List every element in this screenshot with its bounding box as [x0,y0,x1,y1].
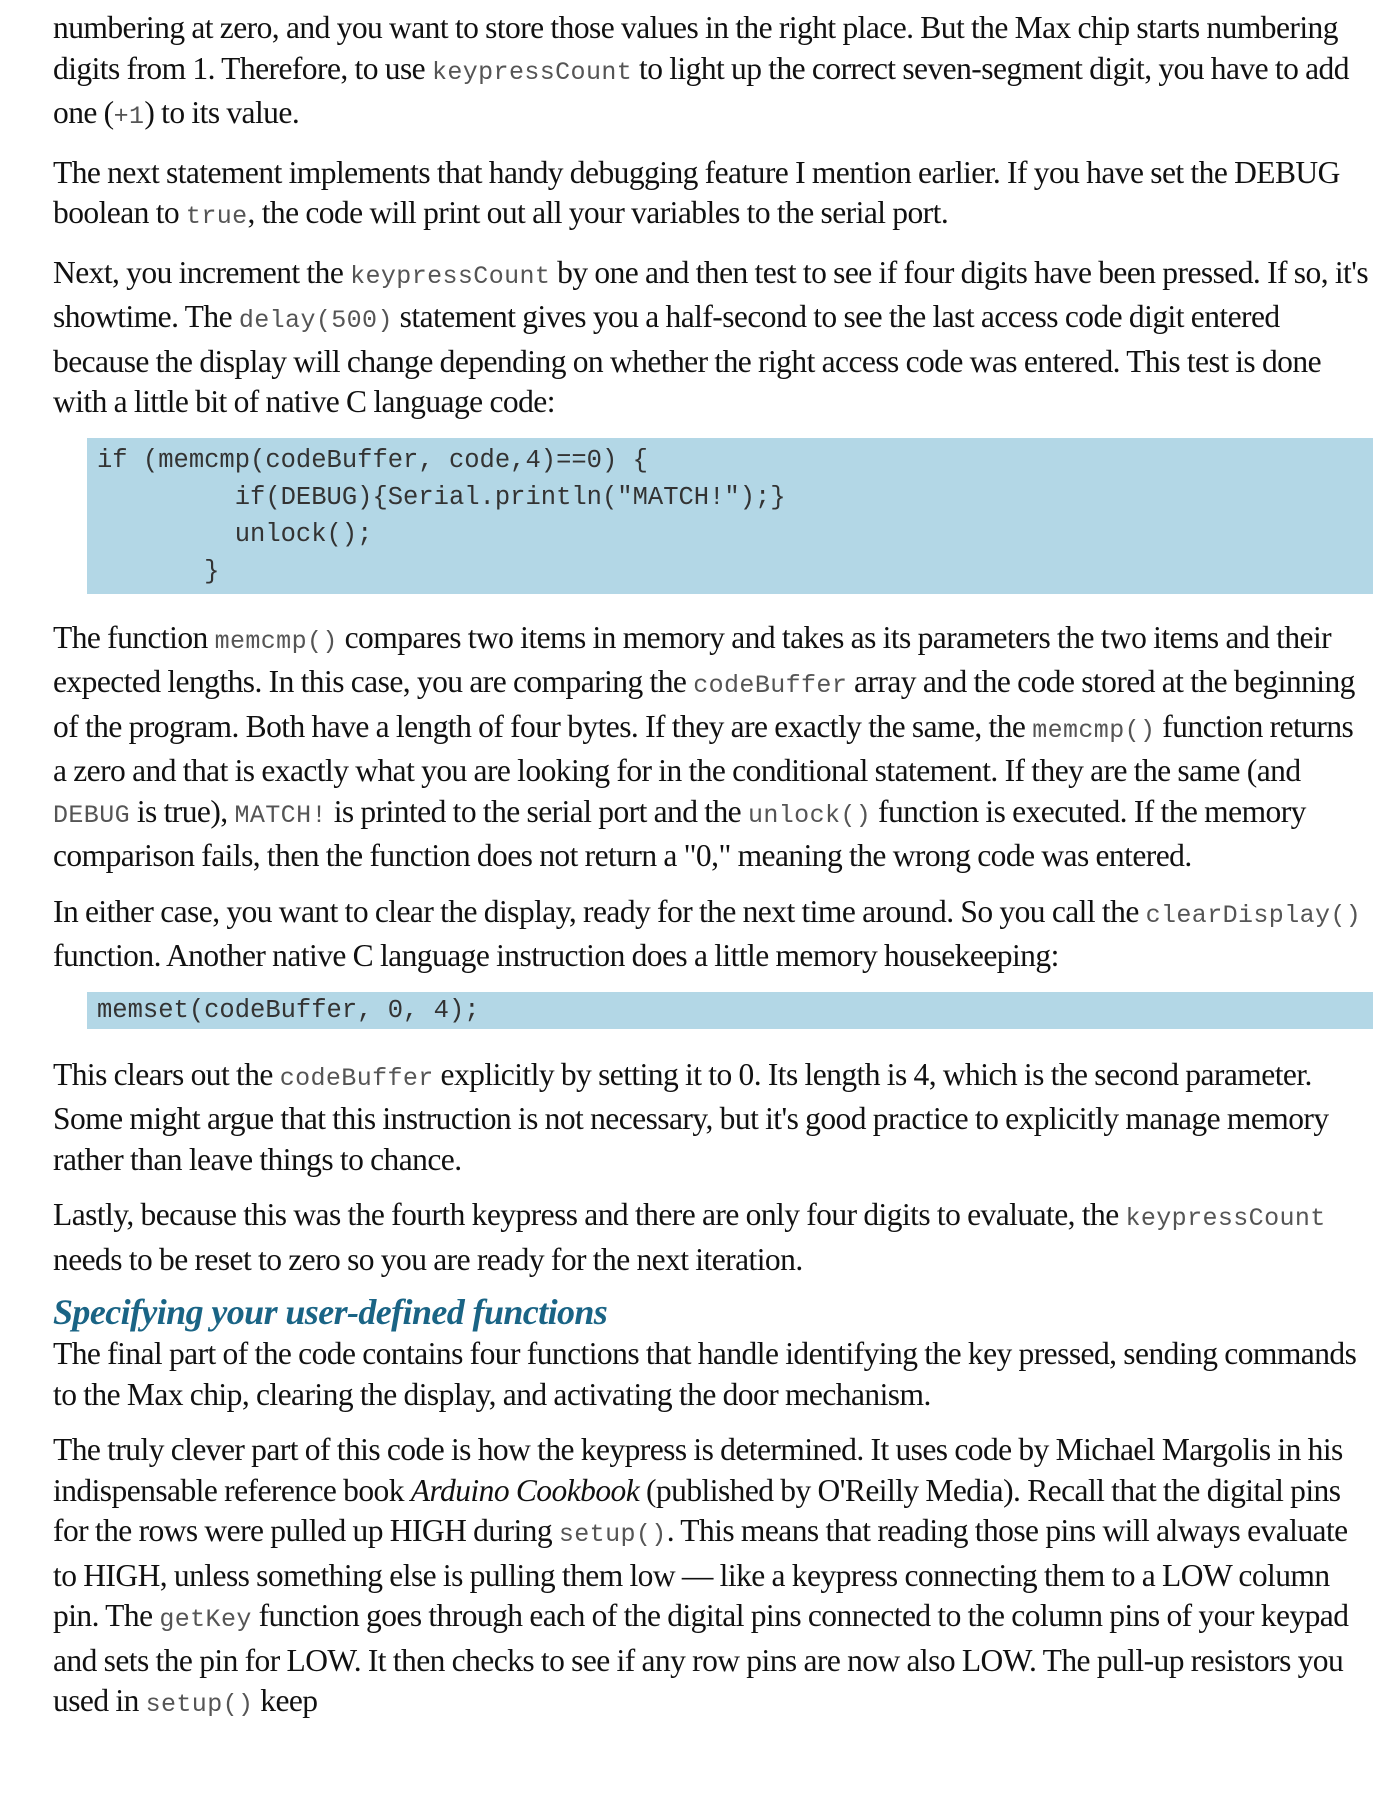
code-line: } [97,556,220,586]
inline-code: memcmp() [1032,715,1156,745]
paragraph-getkey [53,1430,1373,1726]
section-heading: Specifying your user-defined functions [53,1292,608,1332]
text: Lastly, because this was the fourth keypress and there are only four digits to evaluate, the [53,1197,1126,1232]
code-line: memset(codeBuffer, 0, 4); [97,995,480,1025]
text: numbering at zero, and you want to store those values in the right place. But the Max chip starts numbering digits from 1. Therefore, to use [53,10,1338,86]
code-line: unlock(); [97,519,373,549]
inline-code: MATCH! [234,800,327,830]
inline-code: keypressCount [1125,1204,1326,1233]
text: keep [253,1683,318,1718]
inline-code: delay(500) [238,306,393,335]
text: statement gives you a half-second to see the last access code digit entered because the display will change depending on whether the right access code was entered. This test is done with a little bit of native C language code: [53,299,1321,419]
paragraph-functions-intro [53,1334,1373,1415]
text: In either case, you want to clear the display, ready for the next time around. So you call the [53,893,1146,929]
paragraph-memset-explanation [53,1055,1373,1181]
text: ) to its value. [144,95,300,130]
code-block-memset [87,992,1373,1029]
text: This clears out the [53,1056,280,1092]
document-page [53,8,1373,1741]
inline-code: +1 [113,102,145,131]
text: (published by O'Reilly Media). Recall that the digital pins for the rows were pulled up HIGH during [53,1472,1341,1548]
text: , the code will print out all your variables to the serial port. [247,195,949,230]
inline-code: codeBuffer [279,1063,434,1093]
text: The final part of the code contains four functions that handle identifying the key pressed, sending commands to the Max chip, clearing the display, and activating the door mechanism. [53,1336,1357,1412]
paragraph-clear-display [53,892,1373,977]
paragraph-increment [53,253,1373,423]
inline-code: DEBUG [53,800,131,830]
text: The truly clever part of this code is how the keypress is determined. It uses code by Michael Margolis in his indispensable reference book [53,1432,1343,1508]
code-line: if(DEBUG){Serial.println("MATCH!");} [97,482,786,512]
inline-code: setup() [145,1690,254,1719]
code-block-memcmp [87,438,1373,594]
text: The next statement implements that handy debugging feature I mention earlier. If you have set the DEBUG boolean to [53,154,1340,230]
text: explicitly by setting it to 0. Its length is 4, which is the second parameter. Some might argue that this instruction is not necessary, but it's good practice to explicitly manage memory rather than leave things to chance. [53,1056,1329,1177]
text: The function [53,619,215,655]
inline-code: setup() [558,1520,667,1549]
text: function is executed. If the memory comparison fails, then the function does not return a "0," meaning the wrong code was entered. [53,793,1306,873]
text: needs to be reset to zero so you are ready for the next iteration. [53,1241,803,1277]
text: is true), [130,793,235,829]
text: . This means that reading those pins will always evaluate to HIGH, unless something else is pulling them low — like a keypress connecting them to a LOW column pin. The [53,1513,1348,1633]
inline-code: clearDisplay() [1145,900,1362,930]
inline-code: getKey [159,1605,252,1634]
inline-code: keypressCount [431,57,633,87]
inline-code: keypressCount [350,261,551,291]
paragraph-debug [53,153,1373,238]
text: function goes through each of the digital pins connected to the column pins of your keypad and sets the pin for LOW. It then checks to see if any row pins are now also LOW. The pull-up resistors you used in [53,1598,1349,1718]
paragraph-reset-count [53,1195,1373,1280]
text: array and the code stored at the beginning of the program. Both have a length of four bytes. If they are exactly the same, the [53,664,1355,744]
inline-code: unlock() [747,800,872,830]
text: Next, you increment the [53,254,351,290]
text: to light up the correct seven-segment digit, you have to add one ( [53,50,1349,130]
text: by one and then test to see if four digits have been pressed. If so, it's showtime. The [53,254,1369,334]
inline-code: codeBuffer [693,671,848,700]
paragraph-memcmp-explanation [53,618,1373,877]
inline-code: memcmp() [214,626,338,656]
book-title: Arduino Cookbook [410,1472,640,1508]
text: function. Another native C language instruction does a little memory housekeeping: [53,938,1059,973]
code-line: if (memcmp(codeBuffer, code,4)==0) { [97,445,648,475]
text: is printed to the serial port and the [326,793,748,829]
paragraph-keypress-offset [53,8,1373,138]
text: function returns a zero and that is exactly what you are looking for in the conditional statement. If they are the same (and [53,708,1354,788]
text: compares two items in memory and takes as its parameters the two items and their expected lengths. In this case, you are comparing the [53,619,1332,699]
inline-code: true [185,202,248,231]
